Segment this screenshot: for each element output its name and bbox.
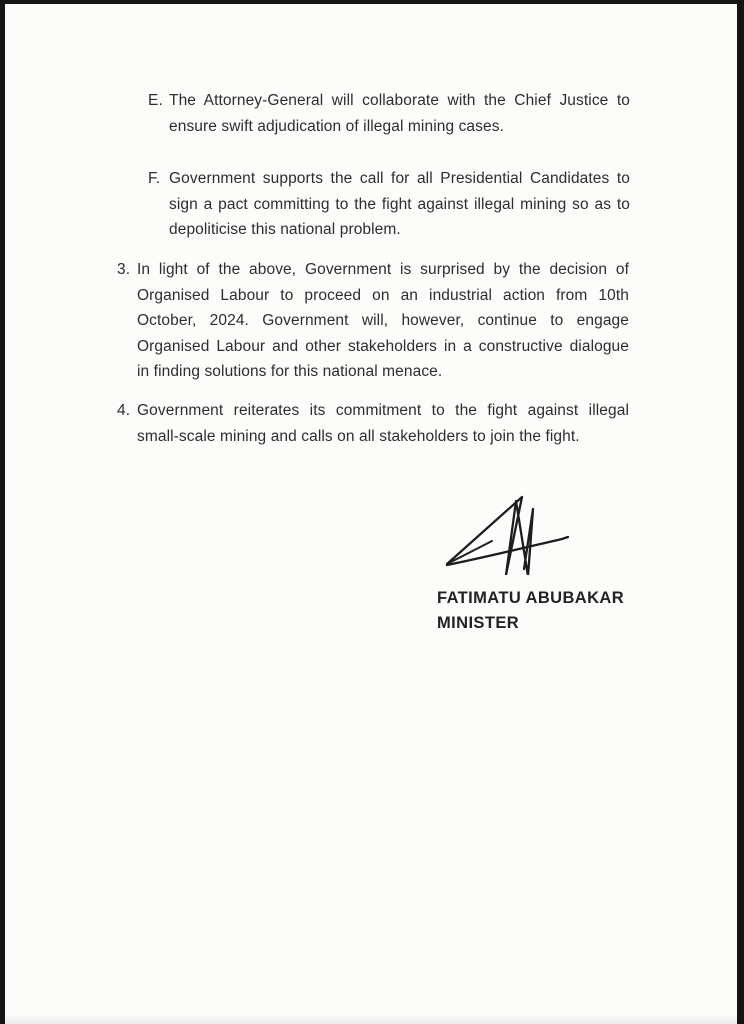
list-marker: 3.	[117, 261, 131, 278]
list-item-e	[148, 88, 630, 139]
list-marker: F.	[148, 170, 161, 187]
list-item-4	[117, 398, 629, 449]
text-line: Organised Labour to proceed on an industrial action from 10th	[137, 286, 629, 304]
scan-edge-bottom-shade	[0, 1014, 744, 1024]
text-line: sign a pact committing to the fight against illegal mining so as to	[169, 195, 630, 213]
text-line: in finding solutions for this national menace.	[137, 363, 443, 380]
paragraph	[169, 88, 630, 139]
signatory-block	[437, 586, 624, 636]
text-line: Government reiterates its commitment to the fight against illegal	[137, 402, 629, 419]
list-item-f	[148, 166, 630, 243]
signatory-title: MINISTER	[437, 614, 520, 632]
paragraph	[137, 257, 629, 385]
scan-edge-top	[0, 0, 744, 4]
list-marker: 4.	[117, 402, 131, 419]
text-line: Organised Labour and other stakeholders in a constructive dialogue	[137, 337, 629, 355]
text-line: October, 2024. Government will, however, continue to engage	[137, 312, 629, 329]
paragraph	[169, 166, 630, 243]
list-item-3	[117, 257, 629, 385]
list-marker: E.	[148, 92, 163, 109]
scan-edge-left	[0, 0, 5, 1024]
paragraph	[137, 398, 629, 449]
text-line: In light of the above, Government is surprised by the decision of	[137, 261, 629, 278]
signature-scribble-icon	[432, 479, 578, 575]
text-line: small-scale mining and calls on all stakeholders to join the fight.	[137, 427, 580, 445]
text-line: The Attorney-General will collaborate with the Chief Justice to	[169, 92, 630, 109]
text-line: depoliticise this national problem.	[169, 221, 401, 238]
scan-edge-right	[737, 0, 744, 1024]
signatory-name: FATIMATU ABUBAKAR	[437, 589, 625, 607]
text-line: Government supports the call for all Presidential Candidates to	[169, 170, 630, 187]
text-line: ensure swift adjudication of illegal mining cases.	[169, 117, 504, 135]
